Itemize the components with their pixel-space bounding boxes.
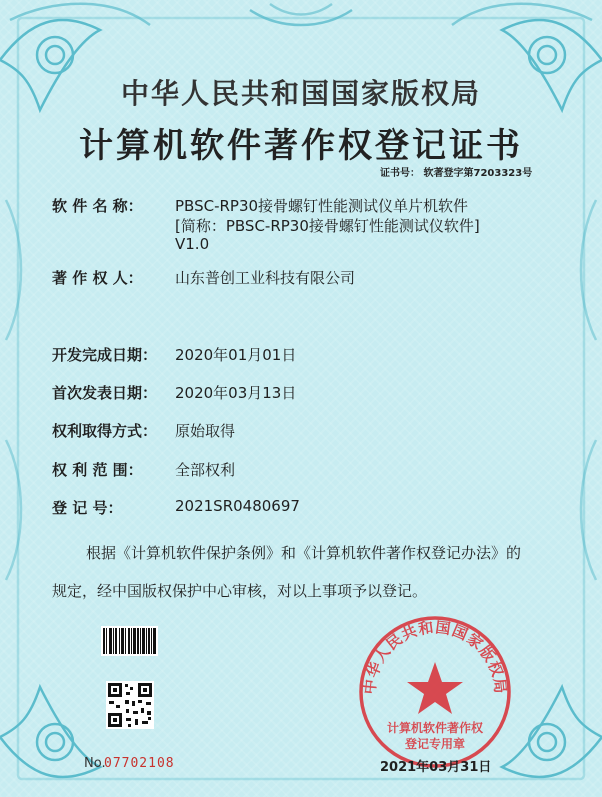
official-seal-icon [355, 612, 515, 772]
issue-date: 2021年03月31日 [380, 760, 492, 775]
owner-value: 山东普创工业科技有限公司 [175, 269, 356, 287]
issuing-office: 中华人民共和国国家版权局 [120, 77, 481, 110]
registration-number-label: 登 记 号： [52, 499, 123, 517]
certificate-number-value: 软著登字第7203323号 [423, 168, 533, 179]
acquisition-value: 原始取得 [175, 422, 236, 440]
scope-value: 全部权利 [175, 461, 236, 479]
certificate-title: 计算机软件著作权登记证书 [79, 126, 523, 166]
registration-number-value: 2021SR0480697 [175, 497, 300, 515]
certificate-number [380, 164, 532, 179]
certificate-number-label: 证书号： [380, 168, 420, 179]
seal-arc-text: 中华人民共和国国家版权局 [360, 618, 510, 696]
completion-date-label: 开发完成日期： [52, 346, 158, 364]
serial-number: 07702108 [104, 756, 175, 771]
acquisition-label: 权利取得方式： [52, 422, 158, 440]
scope-label: 权 利 范 围： [52, 461, 143, 479]
software-name-version: V1.0 [175, 235, 210, 253]
seal-line1: 计算机软件著作权 [386, 721, 484, 735]
publish-date-label: 首次发表日期： [52, 384, 158, 402]
statement-line1: 根据《计算机软件保护条例》和《计算机软件著作权登记办法》的 [86, 544, 522, 562]
owner-label: 著 作 权 人： [52, 269, 143, 287]
completion-date-value: 2020年01月01日 [175, 346, 297, 364]
serial-label: No. [84, 756, 106, 771]
seal-line2: 登记专用章 [404, 737, 466, 751]
qr-code-image [106, 681, 154, 729]
barcode-image [101, 626, 158, 656]
software-name-line2: [简称：PBSC-RP30接骨螺钉性能测试仪软件] [175, 217, 480, 235]
statement-line2: 规定，经中国版权保护中心审核，对以上事项予以登记。 [52, 582, 428, 600]
publish-date-value: 2020年03月13日 [175, 384, 297, 402]
software-name-label: 软 件 名 称： [52, 197, 143, 215]
software-name-line1: PBSC-RP30接骨螺钉性能测试仪单片机软件 [175, 197, 469, 215]
